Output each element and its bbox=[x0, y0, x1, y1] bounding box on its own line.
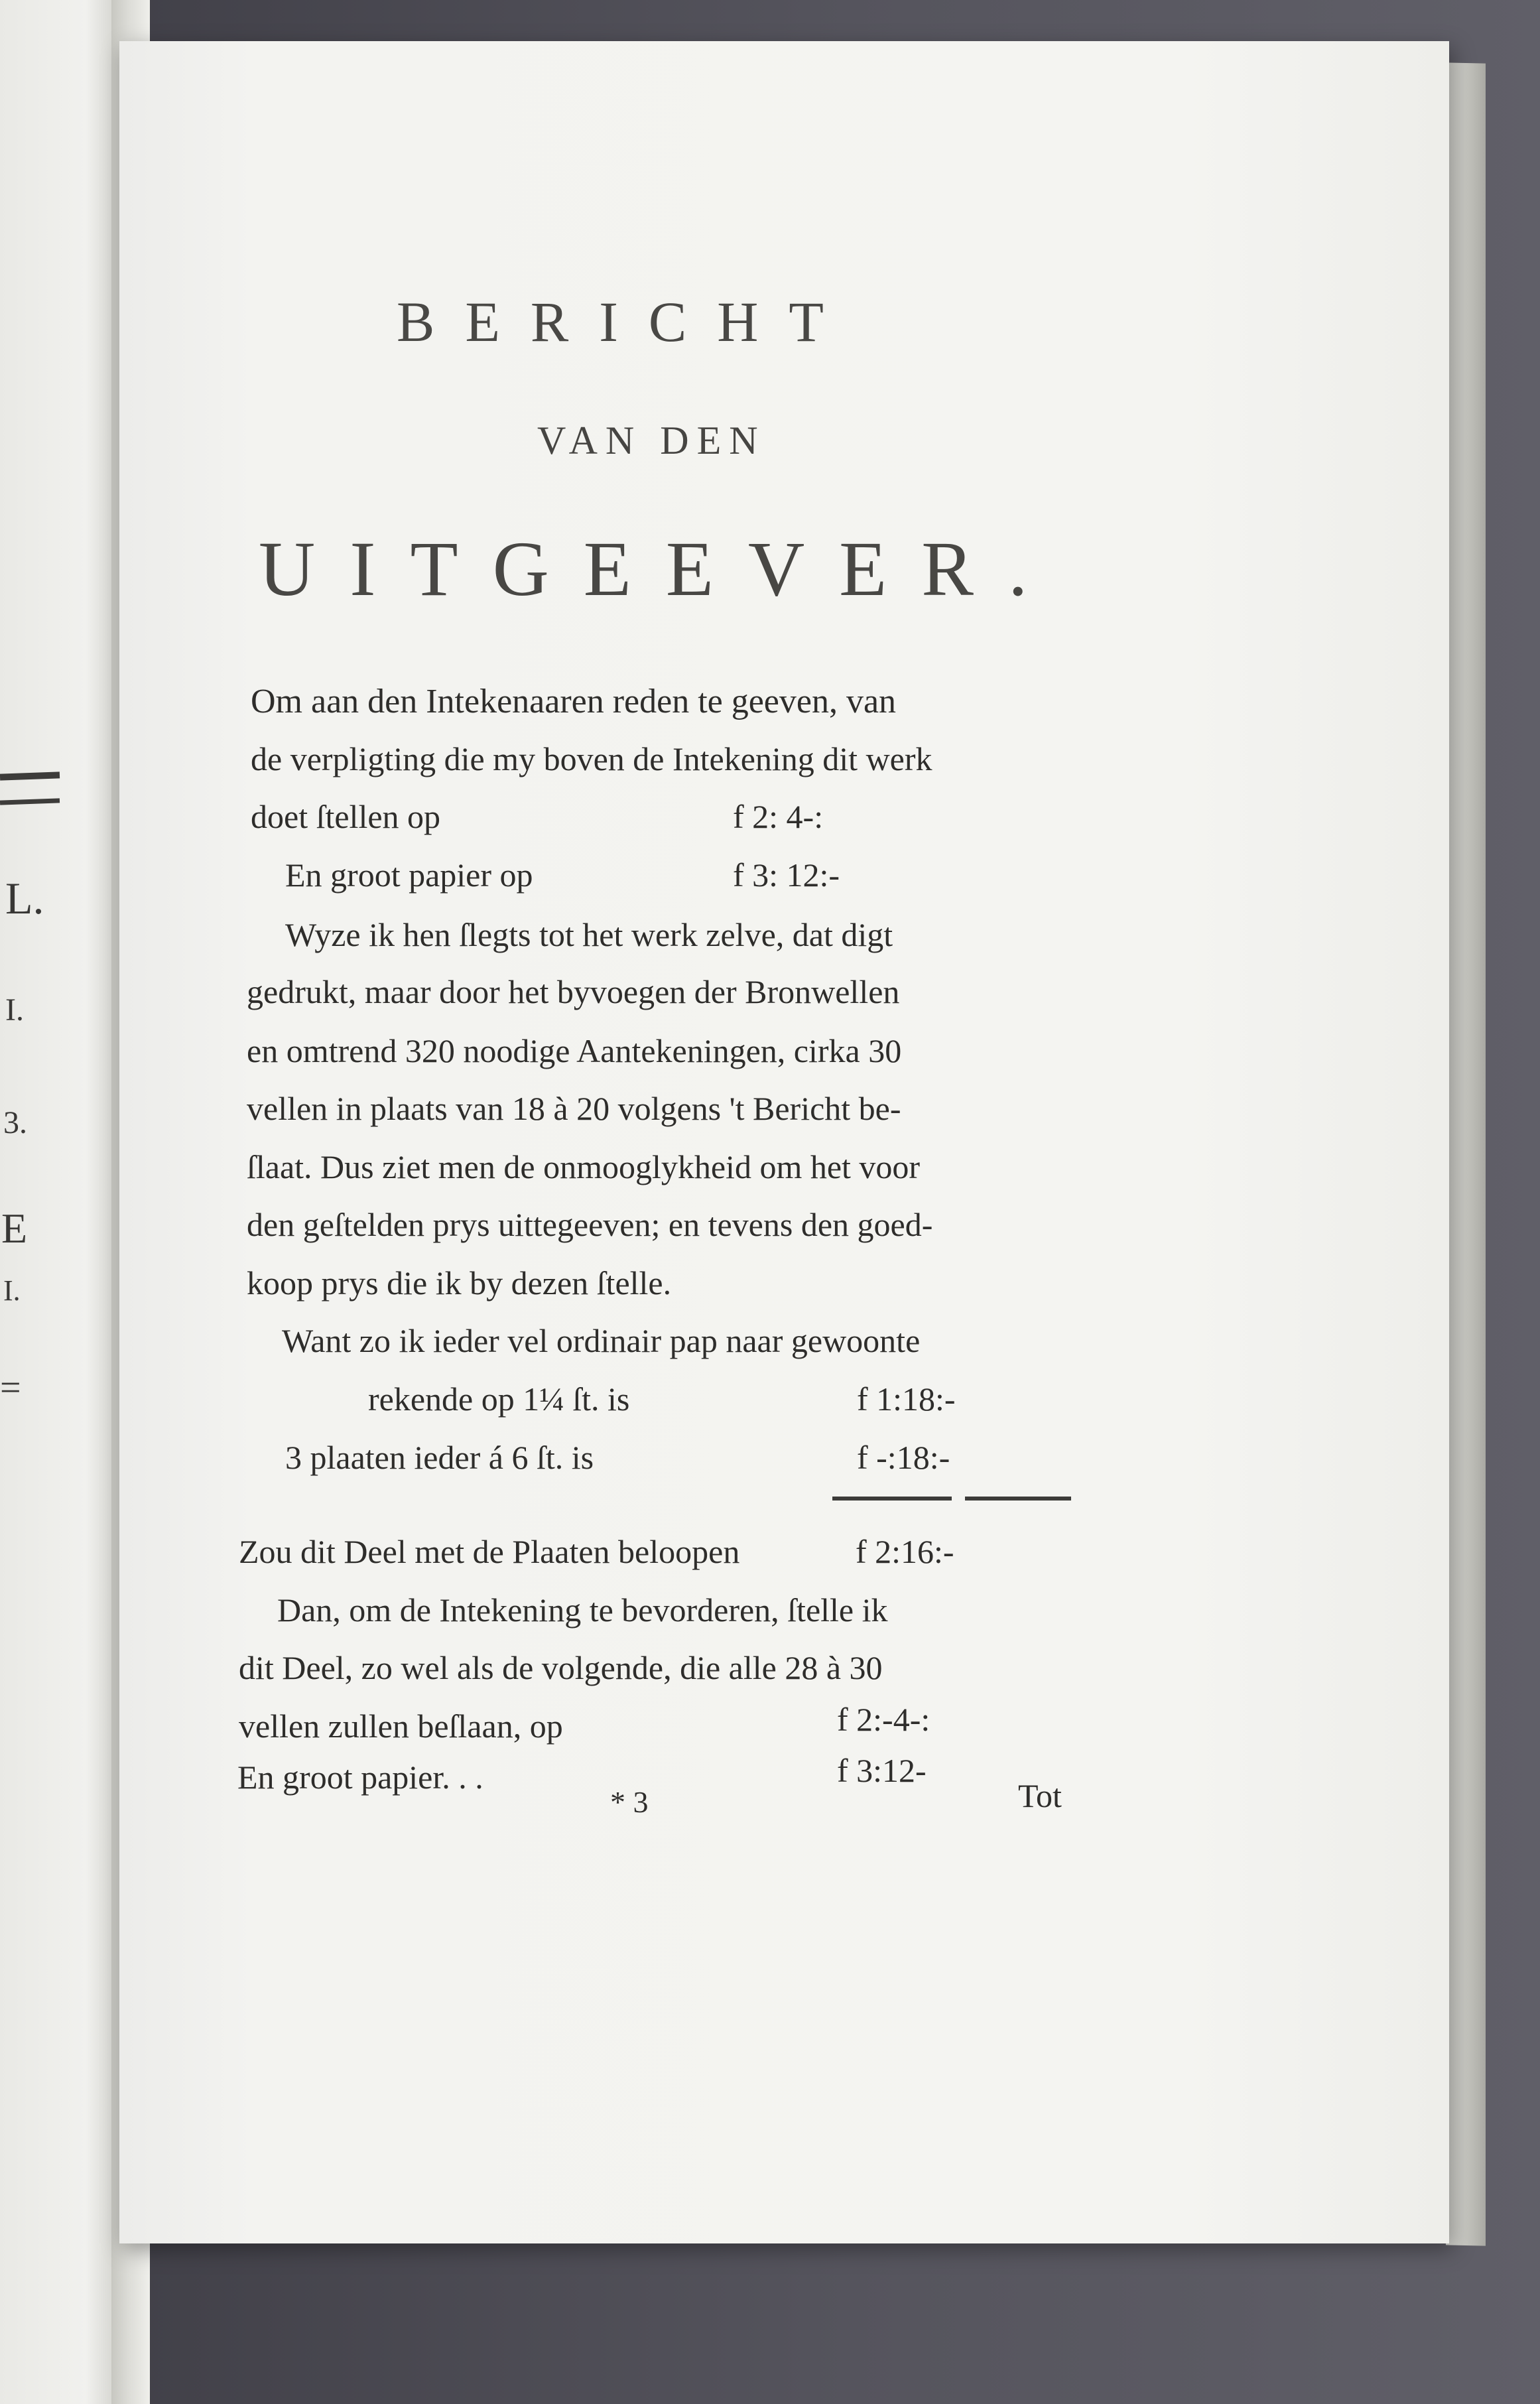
sum-rule bbox=[832, 1497, 952, 1501]
text-line: de verpligting die my boven de Intekening dit werk bbox=[251, 740, 932, 777]
signature-mark: * 3 bbox=[610, 1785, 649, 1819]
left-page-fragment: E bbox=[1, 1205, 28, 1252]
text-line: dit Deel, zo wel als de volgende, die alle 28 à 30 bbox=[239, 1649, 883, 1686]
price-value: f 3:12- bbox=[837, 1752, 927, 1789]
text-line: doet ſtellen op bbox=[251, 798, 441, 835]
page-title: BERICHT bbox=[397, 290, 854, 354]
left-page-fragment: = bbox=[0, 1367, 21, 1408]
text-line: Zou dit Deel met de Plaaten beloopen bbox=[239, 1533, 740, 1570]
price-value: f 1:18:- bbox=[857, 1380, 956, 1418]
price-value: f -:18:- bbox=[857, 1439, 950, 1476]
book-page bbox=[119, 41, 1449, 2243]
left-page-fragment: I. bbox=[5, 992, 24, 1028]
text-line: Dan, om de Intekening te bevorderen, ſtelle ik bbox=[277, 1591, 888, 1629]
text-line: ſlaat. Dus ziet men de onmooglykheid om het voor bbox=[247, 1148, 921, 1185]
text-line: den geſtelden prys uittegeeven; en tevens den goed- bbox=[247, 1206, 933, 1243]
text-line: En groot papier. . . bbox=[237, 1759, 483, 1796]
text-line: vellen in plaats van 18 à 20 volgens 't Bericht be- bbox=[247, 1090, 901, 1127]
page-subtitle: VAN DEN bbox=[537, 419, 766, 462]
text-line: koop prys die ik by dezen ſtelle. bbox=[247, 1264, 672, 1302]
left-page-marks bbox=[0, 0, 123, 2404]
text-line: 3 plaaten ieder á 6 ſt. is bbox=[285, 1439, 594, 1476]
price-value: f 2:16:- bbox=[856, 1533, 954, 1570]
text-line: en omtrend 320 noodige Aantekeningen, cirka 30 bbox=[247, 1032, 902, 1069]
left-page-fragment: I. bbox=[3, 1274, 21, 1307]
left-page-rule bbox=[0, 771, 60, 780]
left-page-rule bbox=[0, 798, 60, 805]
price-value: f 3: 12:- bbox=[733, 856, 840, 894]
text-line: vellen zullen beſlaan, op bbox=[239, 1707, 563, 1745]
left-page-fragment: L. bbox=[5, 873, 44, 923]
text-line: Om aan den Intekenaaren reden te geeven, van bbox=[251, 683, 897, 720]
sum-rule bbox=[965, 1497, 1071, 1501]
left-page-fragment: 3. bbox=[3, 1105, 27, 1140]
catchword: Tot bbox=[1018, 1777, 1062, 1814]
text-line: gedrukt, maar door het byvoegen der Bronwellen bbox=[247, 973, 900, 1010]
text-line: Want zo ik ieder vel ordinair pap naar gewoonte bbox=[282, 1322, 921, 1359]
text-line: En groot papier op bbox=[285, 856, 533, 894]
page-headline: UITGEEVER. bbox=[259, 525, 1062, 612]
page-edge bbox=[1446, 62, 1486, 2245]
price-value: f 2:-4-: bbox=[837, 1701, 930, 1738]
text-line: Wyze ik hen ſlegts tot het werk zelve, dat digt bbox=[285, 916, 893, 953]
text-line: rekende op 1¼ ſt. is bbox=[368, 1380, 630, 1418]
price-value: f 2: 4-: bbox=[733, 798, 824, 835]
